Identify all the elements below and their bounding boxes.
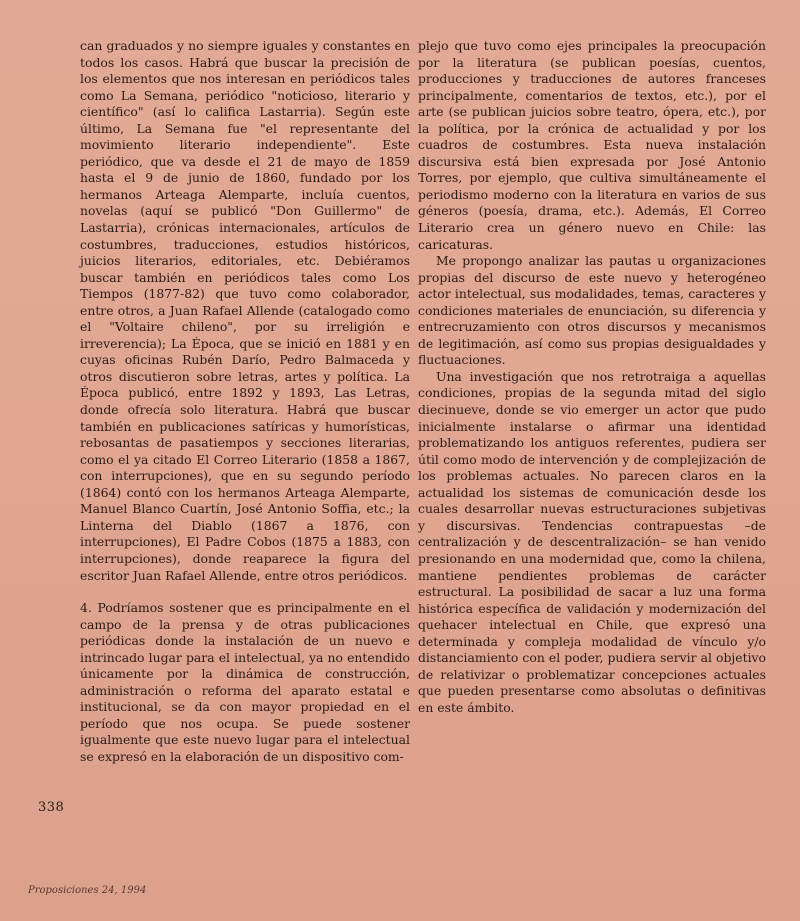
paragraph: Una investigación que nos retrotraiga a aquellas condiciones, propias de la segunda mitad del siglo diecinueve, donde se vio emerger un actor que pudo inicialmente instalarse o afirmar una identidad problematizando los antiguos referentes, pudiera ser útil como modo de intervención y de complejización de los problemas actuales. No parecen claros en la actualidad los sistemas de comunicación desde los cuales desarrollar nuevas estructuraciones subjetivas y discursivas. Tendencias contrapuestas –de centralización y de descentralización– se han venido presionando en una modernidad que, como la chilena, mantiene pendientes problemas de carácter estructural. La posibilidad de sacar a luz una forma histórica específica de validación y modernización del quehacer intelectual en Chile, que expresó una determinada y compleja modalidad de vínculo y/o distanciamiento con el poder, pudiera servir al objetivo de relativizar o problematizar concepciones actuales que pueden presentarse como absolutas o definitivas en este ámbito.: [418, 368, 766, 715]
journal-footer: Proposiciones 24, 1994: [28, 885, 147, 896]
paragraph: 4. Podríamos sostener que es principalmente en el campo de la prensa y de otras publicaciones periódicas donde la instalación de un nuevo e intrincado lugar para el intelectual, ya no entendido únicamente por la dinámica de construcción, administración o reforma del aparato estatal e institucional, se da con mayor propiedad en el período que nos ocupa. Se puede sostener igualmente que este nuevo lugar para el intelectual se expresó en la elaboración de un dispositivo com-: [80, 600, 410, 764]
left-text-column: [80, 38, 410, 766]
page-number: 338: [38, 800, 65, 815]
paragraph: Me propongo analizar las pautas u organizaciones propias del discurso de este nuevo y heterogéneo actor intelectual, sus modalidades, temas, caracteres y condiciones materiales de enunciación, su diferencia y entrecruzamiento con otros discursos y mecanismos de legitimación, así como sus propias desigualdades y fluctuaciones.: [418, 253, 766, 368]
paragraph: can graduados y no siempre iguales y constantes en todos los casos. Habrá que buscar la precisión de los elementos que nos interesan en periódicos tales como La Semana, periódico "noticioso, literario y científico" (así lo califica Lastarria). Según este último, La Semana fue "el representante del movimiento literario independiente". Este periódico, que va desde el 21 de mayo de 1859 hasta el 9 de junio de 1860, fundado por los hermanos Arteaga Alemparte, incluía cuentos, novelas (aquí se publicó "Don Guillermo" de Lastarria), crónicas internacionales, artículos de costumbres, traducciones, estudios históricos, juicios literarios, editoriales, etc. Debiéramos buscar también en periódicos tales como Los Tiempos (1877-82) que tuvo como colaborador, entre otros, a Juan Rafael Allende (catalogado como el "Voltaire chileno", por su irreligión e irreverencia); La Época, que se inició en 1881 y en cuyas oficinas Rubén Darío, Pedro Balmaceda y otros discutieron sobre letras, artes y política. La Época publicó, entre 1892 y 1893, Las Letras, donde ofrecía solo literatura. Habrá que buscar también en publicaciones satíricas y humorísticas, rebosantas de pasatiempos y secciones literarias, como el ya citado El Correo Literario (1858 a 1867, con interrupciones), que en su segundo período (1864) contó con los hermanos Arteaga Alemparte, Manuel Blanco Cuartín, José Antonio Soffia, etc.; la Linterna del Diablo (1867 a 1876, con interrupciones), El Padre Cobos (1875 a 1883, con interrupciones), donde reaparece la figura del escritor Juan Rafael Allende, entre otros periódicos.: [80, 38, 410, 583]
right-text-column: [418, 38, 766, 716]
paragraph: plejo que tuvo como ejes principales la preocupación por la literatura (se publican poesías, cuentos, producciones y traducciones de autores franceses principalmente, comentarios de textos, etc.), por el arte (se publican juicios sobre teatro, ópera, etc.), por la política, por la crónica de actualidad y por los cuadros de costumbres. Esta nueva instalación discursiva está bien expresada por José Antonio Torres, por ejemplo, que cultiva simultáneamente el periodismo moderno con la literatura en varios de sus géneros (poesía, drama, etc.). Además, El Correo Literario crea un género nuevo en Chile: las caricaturas.: [418, 38, 766, 252]
